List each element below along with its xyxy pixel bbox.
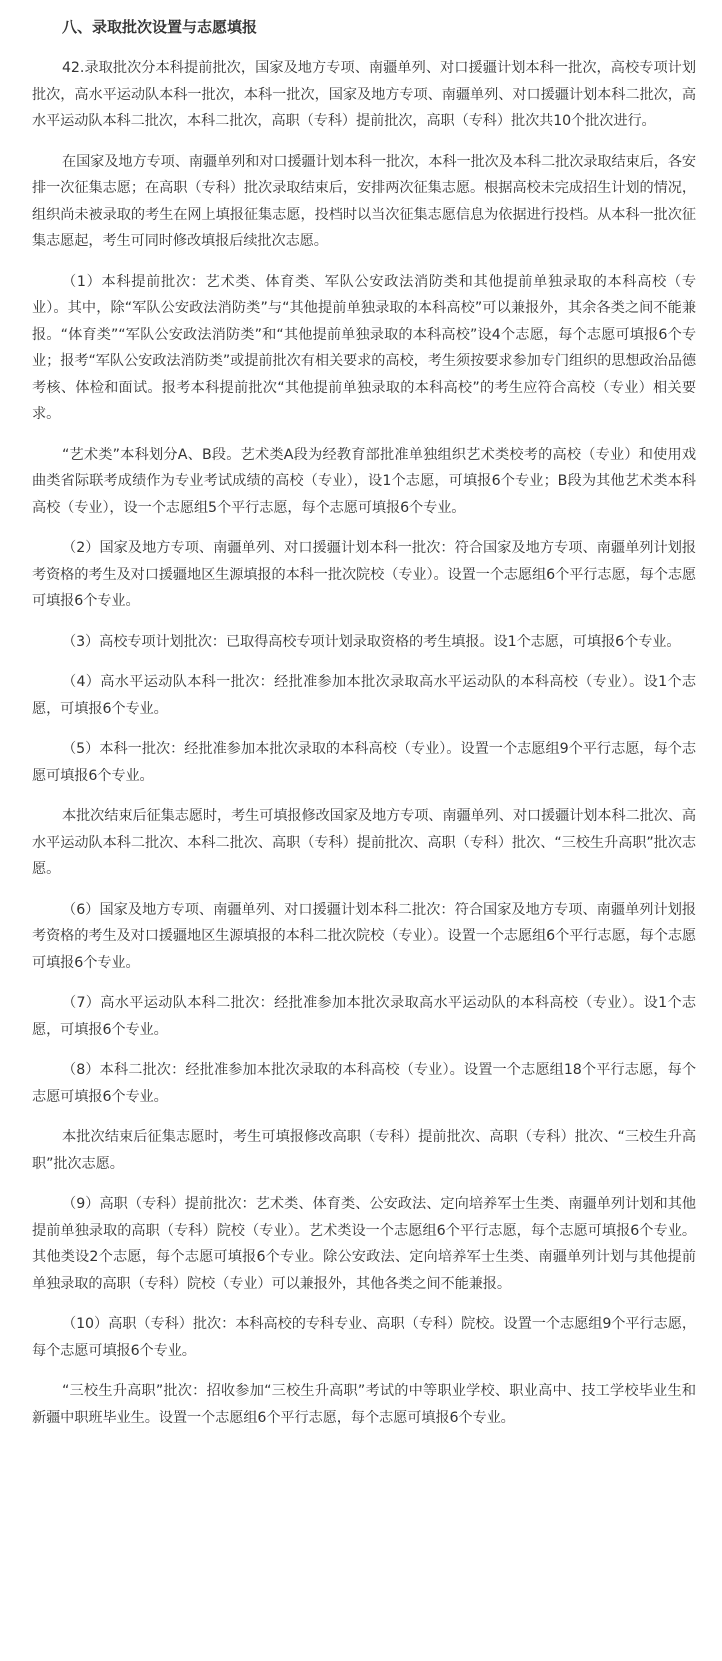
section-heading: 八、录取批次设置与志愿填报: [62, 18, 258, 36]
paragraph-batch-4: （4）高水平运动队本科一批次：经批准参加本批次录取高水平运动队的本科高校（专业）。设1个志愿，可填报6个专业。: [32, 674, 696, 717]
paragraph-batch-5: （5）本科一批次：经批准参加本批次录取的本科高校（专业）。设置一个志愿组9个平行志愿，每个志愿可填报6个专业。: [32, 741, 696, 784]
paragraph-supplementary-after-batch-5: 本批次结束后征集志愿时，考生可填报修改国家及地方专项、南疆单列、对口援疆计划本科二批次、高水平运动队本科二批次、本科二批次、高职（专科）提前批次、高职（专科）批次、“三校生升高职”批次志愿。: [32, 808, 696, 877]
paragraph-batch-1: （1）本科提前批次：艺术类、体育类、军队公安政法消防类和其他提前单独录取的本科高校（专业）。其中，除“军队公安政法消防类”与“其他提前单独录取的本科高校”可以兼报外，其余各类之间不能兼报。“体育类”“军队公安政法消防类”和“其他提前单独录取的本科高校”设4个志愿，每个志愿可填报6个专业；报考“军队公安政法消防类”或提前批次有相关要求的高校，考生须按要求参加专门组织的思想政治品德考核、体检和面试。报考本科提前批次“其他提前单独录取的本科高校”的考生应符合高校（专业）相关要求。: [32, 273, 696, 422]
paragraph-batch-2: （2）国家及地方专项、南疆单列、对口援疆计划本科一批次：符合国家及地方专项、南疆单列计划报考资格的考生及对口援疆地区生源填报的本科一批次院校（专业）。设置一个志愿组6个平行志愿，每个志愿可填报6个专业。: [32, 540, 696, 609]
paragraph-art-category: “艺术类”本科划分A、B段。艺术类A段为经教育部批准单独组织艺术类校考的高校（专业）和使用戏曲类省际联考成绩作为专业考试成绩的高校（专业），设1个志愿，可填报6个专业；B段为其他艺术类本科高校（专业），设一个志愿组5个平行志愿，每个志愿可填报6个专业。: [32, 446, 696, 516]
paragraph-batch-overview: 42.录取批次分本科提前批次，国家及地方专项、南疆单列、对口援疆计划本科一批次，高校专项计划批次，高水平运动队本科一批次，本科一批次，国家及地方专项、南疆单列、对口援疆计划本科二批次，高水平运动队本科二批次，本科二批次，高职（专科）提前批次，高职（专科）批次共10个批次进行。: [32, 60, 696, 129]
paragraph-batch-8: （8）本科二批次：经批准参加本批次录取的本科高校（专业）。设置一个志愿组18个平行志愿，每个志愿可填报6个专业。: [32, 1062, 696, 1105]
paragraph-batch-3: （3）高校专项计划批次：已取得高校专项计划录取资格的考生填报。设1个志愿，可填报6个专业。: [62, 633, 681, 650]
paragraph-three-schools-batch: “三校生升高职”批次：招收参加“三校生升高职”考试的中等职业学校、职业高中、技工学校毕业生和新疆中职班毕业生。设置一个志愿组6个平行志愿，每个志愿可填报6个专业。: [32, 1383, 696, 1426]
paragraph-supplementary-application: 在国家及地方专项、南疆单列和对口援疆计划本科一批次，本科一批次及本科二批次录取结束后，各安排一次征集志愿；在高职（专科）批次录取结束后，安排两次征集志愿。根据高校未完成招生计划的情况，组织尚未被录取的考生在网上填报征集志愿，投档时以当次征集志愿信息为依据进行投档。从本科一批次征集志愿起，考生可同时修改填报后续批次志愿。: [32, 153, 696, 249]
paragraph-batch-9: （9）高职（专科）提前批次：艺术类、体育类、公安政法、定向培养军士生类、南疆单列计划和其他提前单独录取的高职（专科）院校（专业）。艺术类设一个志愿组6个平行志愿，每个志愿可填报6个专业。其他类设2个志愿，每个志愿可填报6个专业。除公安政法、定向培养军士生类、南疆单列计划与其他提前单独录取的高职（专科）院校（专业）可以兼报外，其他各类之间不能兼报。: [32, 1196, 696, 1292]
paragraph-batch-6: （6）国家及地方专项、南疆单列、对口援疆计划本科二批次：符合国家及地方专项、南疆单列计划报考资格的考生及对口援疆地区生源填报的本科二批次院校（专业）。设置一个志愿组6个平行志愿，每个志愿可填报6个专业。: [32, 901, 696, 971]
paragraph-supplementary-after-batch-8: 本批次结束后征集志愿时，考生可填报修改高职（专科）提前批次、高职（专科）批次、“三校生升高职”批次志愿。: [32, 1129, 696, 1172]
paragraph-batch-7: （7）高水平运动队本科二批次：经批准参加本批次录取高水平运动队的本科高校（专业）。设1个志愿，可填报6个专业。: [32, 995, 696, 1038]
paragraph-batch-10: （10）高职（专科）批次：本科高校的专科专业、高职（专科）院校。设置一个志愿组9个平行志愿，每个志愿可填报6个专业。: [32, 1316, 696, 1359]
